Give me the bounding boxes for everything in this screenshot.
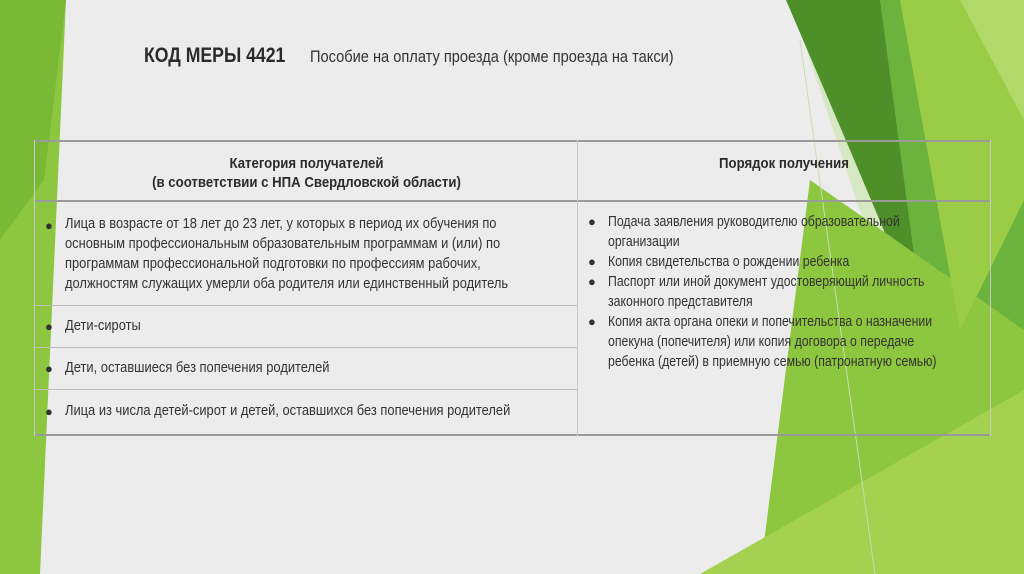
recipients-header: Категория получателей (в соответствии с НПА Свердловской области) [35, 140, 578, 202]
recipient-row: ● Дети, оставшиеся без попечения родителей [35, 348, 578, 390]
procedure-item: ● Копия свидетельства о рождении ребенка [588, 253, 850, 270]
bullet-icon: ● [45, 361, 53, 376]
benefit-table [34, 140, 990, 436]
recipient-row: ● Лица в возрасте от 18 лет до 23 лет, у которых в период их обучения по основным профессиональным образовательным программам и (или) по программам профессиональной подготовки по профессиям рабочих, должностям служащих умерли оба родителя или единственный родитель [35, 202, 578, 306]
measure-subtitle: Пособие на оплату проезда (кроме проезда на такси) [310, 47, 674, 66]
procedure-column [577, 140, 991, 436]
recipient-row: ● Дети-сироты [35, 306, 578, 348]
procedure-item: ● Подача заявления руководителю образовательной организации [588, 213, 900, 250]
recipients-column [34, 140, 578, 436]
procedure-item: ● Копия акта органа опеки и попечительства о назначении опекуна (попечителя) или копия договора о передаче ребенка (детей) в приемную семью (патронатную семью) [588, 313, 937, 370]
procedure-bottom-border [578, 434, 990, 436]
procedure-header: Порядок получения [578, 140, 990, 202]
recipient-row: ● Лица из числа детей-сирот и детей, оставшихся без попечения родителей [35, 390, 578, 436]
bullet-icon: ● [588, 254, 596, 269]
bullet-icon: ● [588, 274, 596, 289]
procedure-item: ● Паспорт или иной документ удостоверяющий личность законного представителя [588, 273, 925, 310]
measure-code: КОД МЕРЫ 4421 [144, 44, 286, 67]
bullet-icon: ● [45, 319, 53, 334]
slide-title [144, 44, 733, 68]
bullet-icon: ● [588, 314, 596, 329]
procedure-list [578, 212, 990, 372]
bullet-icon: ● [45, 404, 53, 419]
bullet-icon: ● [45, 218, 53, 233]
bullet-icon: ● [588, 214, 596, 229]
